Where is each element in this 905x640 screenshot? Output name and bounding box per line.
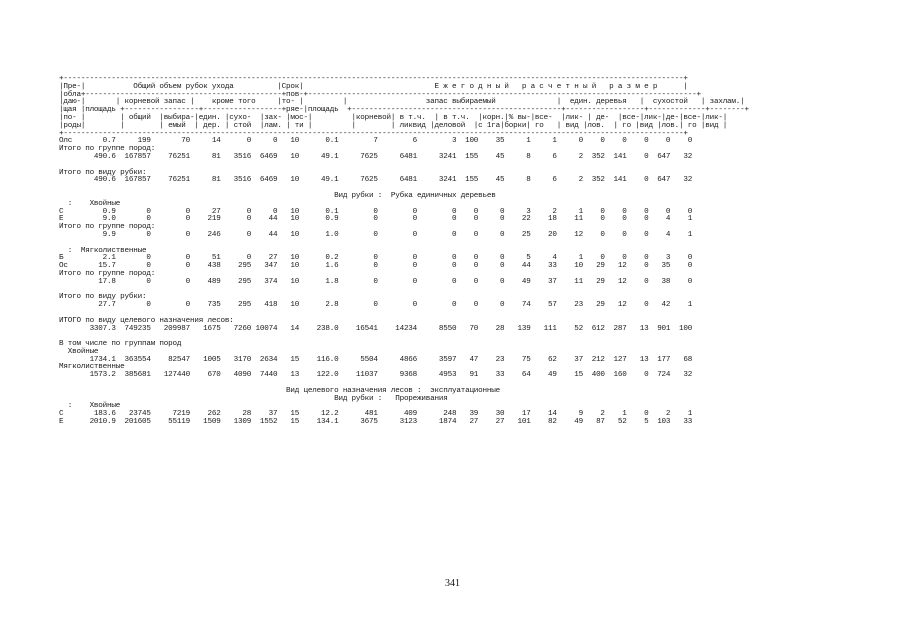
report-line: Мягколиственные <box>59 363 125 372</box>
report-line: 490.6 167857 76251 81 3516 6469 10 49.1 7625 6481 3241 155 45 8 6 2 352 141 0 647 32 <box>59 176 693 185</box>
report-line: +----------------------------------------------------------------------------------------------------------------------------------------------+ <box>59 129 688 138</box>
report-line: Итого по виду рубки: <box>59 293 147 302</box>
report-line: Олс 0.7 199 70 14 0 0 10 0.1 7 6 3 100 35 1 1 0 0 0 0 0 0 <box>59 137 693 146</box>
report-line: : Хвойные <box>59 402 121 411</box>
report-line: 3307.3 749235 209987 1675 7260 10074 14 238.0 16541 14234 8550 70 28 139 111 52 612 287 13 901 100 <box>59 324 693 333</box>
report-line: |по- | | общий |выбира-|един. |сухо- |зах- |мос-| |корневой| в т.ч. | в т.ч. |корн.|% вы-|все- |лик- | де- |все-|лик-|де-|все-|лик-| <box>59 113 728 122</box>
report-line: 27.7 0 0 735 295 418 10 2.8 0 0 0 0 0 74 57 23 29 12 0 42 1 <box>59 301 693 310</box>
report-line: Б 2.1 0 0 51 0 27 10 0.2 0 0 0 0 0 5 4 1 0 0 0 3 0 <box>59 254 693 263</box>
report-line: |даю-| | корневой запас | кроме того |то- | | запас выбираемый | един. деревья | сухостой | захлам.| <box>59 98 745 107</box>
report-line: |роды| | | емый | дер. | стой |лам. | ти | | | ликвид |деловой |с 1га|борки| го | вид |лов. | го |вид |лов.| го |вид | <box>59 121 728 130</box>
report-line: |щая |площадь +-----------------+------------------+ряе-|площадь +------------------------------------------------+------------------+-------------+--------+ <box>59 106 749 115</box>
report-line: Вид рубки : Рубка единичных деревьев <box>59 191 496 200</box>
report-line: С 0.9 0 0 27 0 0 10 0.1 0 0 0 0 0 3 2 1 0 0 0 0 0 <box>59 207 693 216</box>
report-line: Итого по группе пород: <box>59 145 156 154</box>
report-line: ИТОГО по виду целевого назначения лесов: <box>59 316 234 325</box>
report-line: В том числе по группам пород <box>59 340 182 349</box>
report-line: Вид рубки : Прореживания <box>59 394 448 403</box>
report-line: Итого по группе пород: <box>59 269 156 278</box>
report-line: С 183.6 23745 7219 262 28 37 15 12.2 481 409 248 39 30 17 14 9 2 1 0 2 1 <box>59 410 693 419</box>
report-line: Ос 15.7 0 0 438 295 347 10 1.6 0 0 0 0 0 44 33 10 29 12 0 35 0 <box>59 262 693 271</box>
report-line: Хвойные <box>59 347 99 356</box>
report-line: : Мягколиственные <box>59 246 147 255</box>
report-line: 17.8 0 0 489 295 374 10 1.8 0 0 0 0 0 49 37 11 29 12 0 38 0 <box>59 277 693 286</box>
page-number: 341 <box>445 578 460 589</box>
report-line: +----------------------------------------------------------------------------------------------------------------------------------------------+ <box>59 75 688 83</box>
report-line: |обла+---------------------------------------------+пов-+-----------------------------------------------------------------------------------------+ <box>59 90 701 99</box>
report-line: |Пре-| Общий объем рубок ухода |Срок| Е ж е г о д н ы й р а с ч е т н ы й р а з м е р | <box>59 82 688 91</box>
report-line: Итого по виду рубки: <box>59 168 147 177</box>
report-line: 1734.1 363554 82547 1005 3170 2634 15 116.0 5504 4866 3597 47 23 75 62 37 212 127 13 177 68 <box>59 355 693 364</box>
report-line: Итого по группе пород: <box>59 223 156 232</box>
forestry-report-table <box>59 76 749 427</box>
report-line: Е 9.0 0 0 219 0 44 10 0.9 0 0 0 0 0 22 18 11 0 0 0 4 1 <box>59 215 693 224</box>
report-line: 1573.2 385681 127440 670 4090 7440 13 122.0 11037 9368 4953 91 33 64 49 15 400 160 0 724 32 <box>59 371 693 380</box>
report-line: Вид целевого назначения лесов : эксплуатационные <box>59 386 501 395</box>
report-line: 9.9 0 0 246 0 44 10 1.0 0 0 0 0 0 25 20 12 0 0 0 4 1 <box>59 230 693 239</box>
report-line: 490.6 167857 76251 81 3516 6469 10 49.1 7625 6481 3241 155 45 8 6 2 352 141 0 647 32 <box>59 152 693 161</box>
report-line: : Хвойные <box>59 199 121 208</box>
report-line: Е 2010.9 201605 55119 1509 1309 1552 15 134.1 3675 3123 1874 27 27 101 82 49 87 52 5 103 33 <box>59 418 693 427</box>
